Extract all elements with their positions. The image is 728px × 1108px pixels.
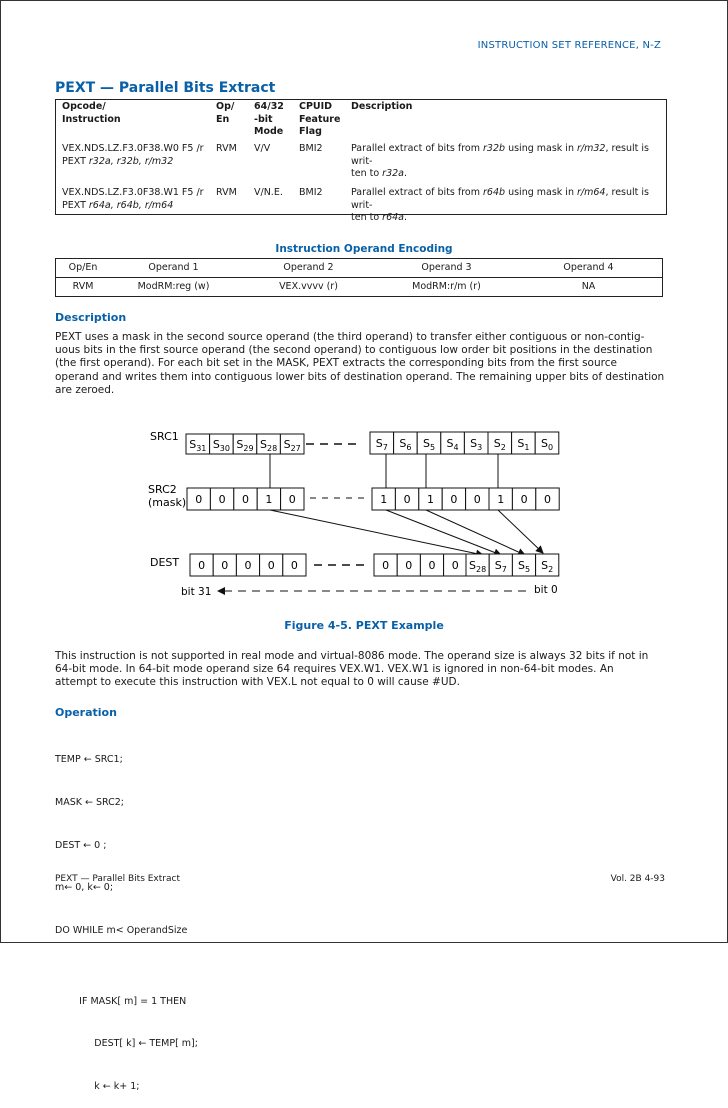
bit0-label: bit 0 xyxy=(534,584,558,596)
header-cpuid: CPUID Feature Flag xyxy=(299,101,341,137)
mask-cell-right xyxy=(419,488,442,510)
src1-cell-right xyxy=(488,432,512,454)
dest-label: DEST xyxy=(150,556,180,569)
encoding-table xyxy=(55,258,663,297)
mask-cell-right xyxy=(372,488,395,510)
svg-text:1: 1 xyxy=(427,493,434,506)
mask-cell-left xyxy=(234,488,257,510)
mask-cell-right xyxy=(536,488,559,510)
row2-mode: V/N.E. xyxy=(254,187,283,198)
src1-cell-right xyxy=(512,432,536,454)
enc-cell-operand2: VEX.vvvv (r) xyxy=(279,281,338,292)
src1-cell-right xyxy=(464,432,488,454)
src1-cell-right xyxy=(441,432,465,454)
dest-cell-left xyxy=(236,554,259,576)
svg-text:0: 0 xyxy=(544,493,551,506)
enc-header-operand4: Operand 4 xyxy=(563,262,614,273)
svg-text:S31: $S_{31}$ xyxy=(189,438,207,453)
svg-text:1: 1 xyxy=(380,493,388,506)
svg-text:S6: $S_6$ xyxy=(399,437,412,452)
src2-label: SRC2 xyxy=(148,483,177,496)
svg-text:0: 0 xyxy=(290,559,298,572)
svg-text:S2: $S_2$ xyxy=(541,559,554,574)
mask-cell-left xyxy=(257,488,280,510)
svg-text:0: 0 xyxy=(428,559,436,572)
svg-text:0: 0 xyxy=(218,493,226,506)
row2-description: Parallel extract of bits from r64b using mask in r/m64, result is writ- ten to r64a. xyxy=(351,187,649,223)
mask-cell-right xyxy=(512,488,535,510)
svg-text:0: 0 xyxy=(450,493,458,506)
svg-text:0: 0 xyxy=(520,493,528,506)
svg-text:0: 0 xyxy=(473,493,481,506)
enc-cell-operand3: ModRM:r/m (r) xyxy=(412,281,481,292)
svg-text:S4: $S_4$ xyxy=(446,437,459,452)
footer-page: Vol. 2B 4-93 xyxy=(610,874,665,884)
svg-text:0: 0 xyxy=(288,493,296,506)
running-header: INSTRUCTION SET REFERENCE, N-Z xyxy=(477,40,661,51)
dest-cell-right xyxy=(397,554,420,576)
svg-text:S3: $S_3$ xyxy=(470,437,483,452)
mask-cell-right xyxy=(442,488,465,510)
mask-cell-right xyxy=(489,488,512,510)
mask-cell-left xyxy=(210,488,233,510)
header-open: Op/ En xyxy=(216,101,235,125)
header-description: Description xyxy=(351,101,413,112)
operation-code: TEMP ← SRC1; MASK ← SRC2; DEST ← 0 ; m← 0, k← 0; DO WHILE m< OperandSize IF MASK[ m] = 1 THEN DEST[ k] ← TEMP[ m]; k ← k+ 1; xyxy=(55,754,198,1093)
header-mode: 64/32 -bit Mode xyxy=(254,101,284,137)
src1-cell-right xyxy=(417,432,441,454)
src1-cell-right xyxy=(370,432,394,454)
svg-text:0: 0 xyxy=(451,559,459,572)
svg-text:0: 0 xyxy=(195,493,203,506)
svg-text:S28: $S_{28}$ xyxy=(260,438,278,453)
pext-figure xyxy=(0,420,728,610)
row1-open: RVM xyxy=(216,143,237,154)
page-title: PEXT — Parallel Bits Extract xyxy=(55,80,276,96)
row1-description: Parallel extract of bits from r32b using mask in r/m32, result is writ- ten to r32a. xyxy=(351,143,649,179)
mask-cell-left xyxy=(187,488,210,510)
svg-text:1: 1 xyxy=(497,493,505,506)
row1-cpuid: BMI2 xyxy=(299,143,323,154)
svg-text:0: 0 xyxy=(267,559,275,572)
svg-text:0: 0 xyxy=(221,559,229,572)
svg-text:0: 0 xyxy=(244,559,252,572)
bit31-label: bit 31 xyxy=(181,586,212,598)
svg-text:S29: $S_{29}$ xyxy=(236,438,254,453)
row2-cpuid: BMI2 xyxy=(299,187,323,198)
dest-cell-left xyxy=(190,554,213,576)
src2-sub-label: (mask) xyxy=(148,496,187,509)
src1-cell-right xyxy=(394,432,418,454)
description-paragraph: PEXT uses a mask in the second source operand (the third operand) to transfer either contiguous or non-contig- uous bits in the first source operand (the second operand) to contiguous low order bit positions in the destination (the first operand). For each bit set in the MASK, PEXT extracts the corresponding bits from the first source operand and writes them into contiguous lower bits of destination operand. The remaining upper bits of destination are zeroed. xyxy=(55,331,665,396)
mask-cell-right xyxy=(466,488,489,510)
enc-header-operand2: Operand 2 xyxy=(283,262,334,273)
operation-heading: Operation xyxy=(55,706,117,719)
svg-text:S28: $S_{28}$ xyxy=(469,559,487,574)
row1-mode: V/V xyxy=(254,143,271,154)
figure-caption: Figure 4-5. PEXT Example xyxy=(284,619,444,632)
enc-cell-operand4: NA xyxy=(581,281,596,292)
svg-text:S5: $S_5$ xyxy=(517,559,531,574)
enc-header-open: Op/En xyxy=(68,262,98,273)
svg-text:0: 0 xyxy=(403,493,411,506)
enc-header-operand3: Operand 3 xyxy=(421,262,472,273)
row2-opcode: VEX.NDS.LZ.F3.0F38.W1 F5 /r PEXT r64a, r64b, r/m64 xyxy=(62,187,204,211)
svg-text:0: 0 xyxy=(405,559,413,572)
encoding-title: Instruction Operand Encoding xyxy=(275,243,453,255)
svg-text:0: 0 xyxy=(382,559,390,572)
mask-cell-left xyxy=(281,488,304,510)
dest-cell-extracted xyxy=(489,554,512,576)
src1-cell-right xyxy=(535,432,559,454)
svg-text:S2: $S_2$ xyxy=(493,437,506,452)
dest-cell-extracted xyxy=(536,554,559,576)
svg-text:S5: $S_5$ xyxy=(422,437,436,452)
src1-cell-left xyxy=(210,434,234,454)
dest-cell-left xyxy=(260,554,283,576)
arrow-s2 xyxy=(498,510,543,553)
svg-text:S1: $S_1$ xyxy=(517,437,530,452)
arrow-s28 xyxy=(270,510,483,555)
dest-cell-left xyxy=(283,554,306,576)
row2-open: RVM xyxy=(216,187,237,198)
svg-text:S7: $S_7$ xyxy=(494,559,507,574)
src1-cell-left xyxy=(280,434,304,454)
svg-text:0: 0 xyxy=(198,559,206,572)
src1-cell-left xyxy=(233,434,257,454)
dest-cell-extracted xyxy=(466,554,489,576)
dest-cell-left xyxy=(213,554,236,576)
svg-text:0: 0 xyxy=(242,493,249,506)
src1-cell-left xyxy=(257,434,281,454)
notes-paragraph: This instruction is not supported in real mode and virtual-8086 mode. The operand size is always 32 bits if not in 64-bit mode. In 64-bit mode operand size 64 requires VEX.W1. VEX.W1 is ignored in non-64-bit modes. An attempt to execute this instruction with VEX.L not equal to 0 will cause #UD. xyxy=(55,650,649,689)
row1-opcode: VEX.NDS.LZ.F3.0F38.W0 F5 /r PEXT r32a, r32b, r/m32 xyxy=(62,143,204,167)
svg-text:1: 1 xyxy=(265,493,273,506)
opcode-table xyxy=(55,99,667,223)
src1-cell-left xyxy=(186,434,210,454)
enc-cell-open: RVM xyxy=(72,281,94,292)
svg-text:S30: $S_{30}$ xyxy=(212,438,230,453)
dest-cell-right xyxy=(374,554,397,576)
description-heading: Description xyxy=(55,311,127,324)
enc-header-operand1: Operand 1 xyxy=(148,262,199,273)
arrow-s5 xyxy=(426,510,525,555)
src1-label: SRC1 xyxy=(150,430,179,443)
enc-cell-operand1: ModRM:reg (w) xyxy=(137,281,210,292)
svg-text:S7: $S_7$ xyxy=(375,437,388,452)
arrow-s7 xyxy=(386,510,501,555)
dest-cell-right xyxy=(420,554,443,576)
encoding-divider xyxy=(56,277,662,278)
mask-cell-right xyxy=(395,488,418,510)
svg-text:S0: $S_0$ xyxy=(540,437,554,452)
svg-text:S27: $S_{27}$ xyxy=(283,438,301,453)
footer-title: PEXT — Parallel Bits Extract xyxy=(55,874,180,884)
header-opcode: Opcode/ Instruction xyxy=(62,101,121,125)
dest-cell-right xyxy=(444,554,467,576)
dest-cell-extracted xyxy=(512,554,535,576)
